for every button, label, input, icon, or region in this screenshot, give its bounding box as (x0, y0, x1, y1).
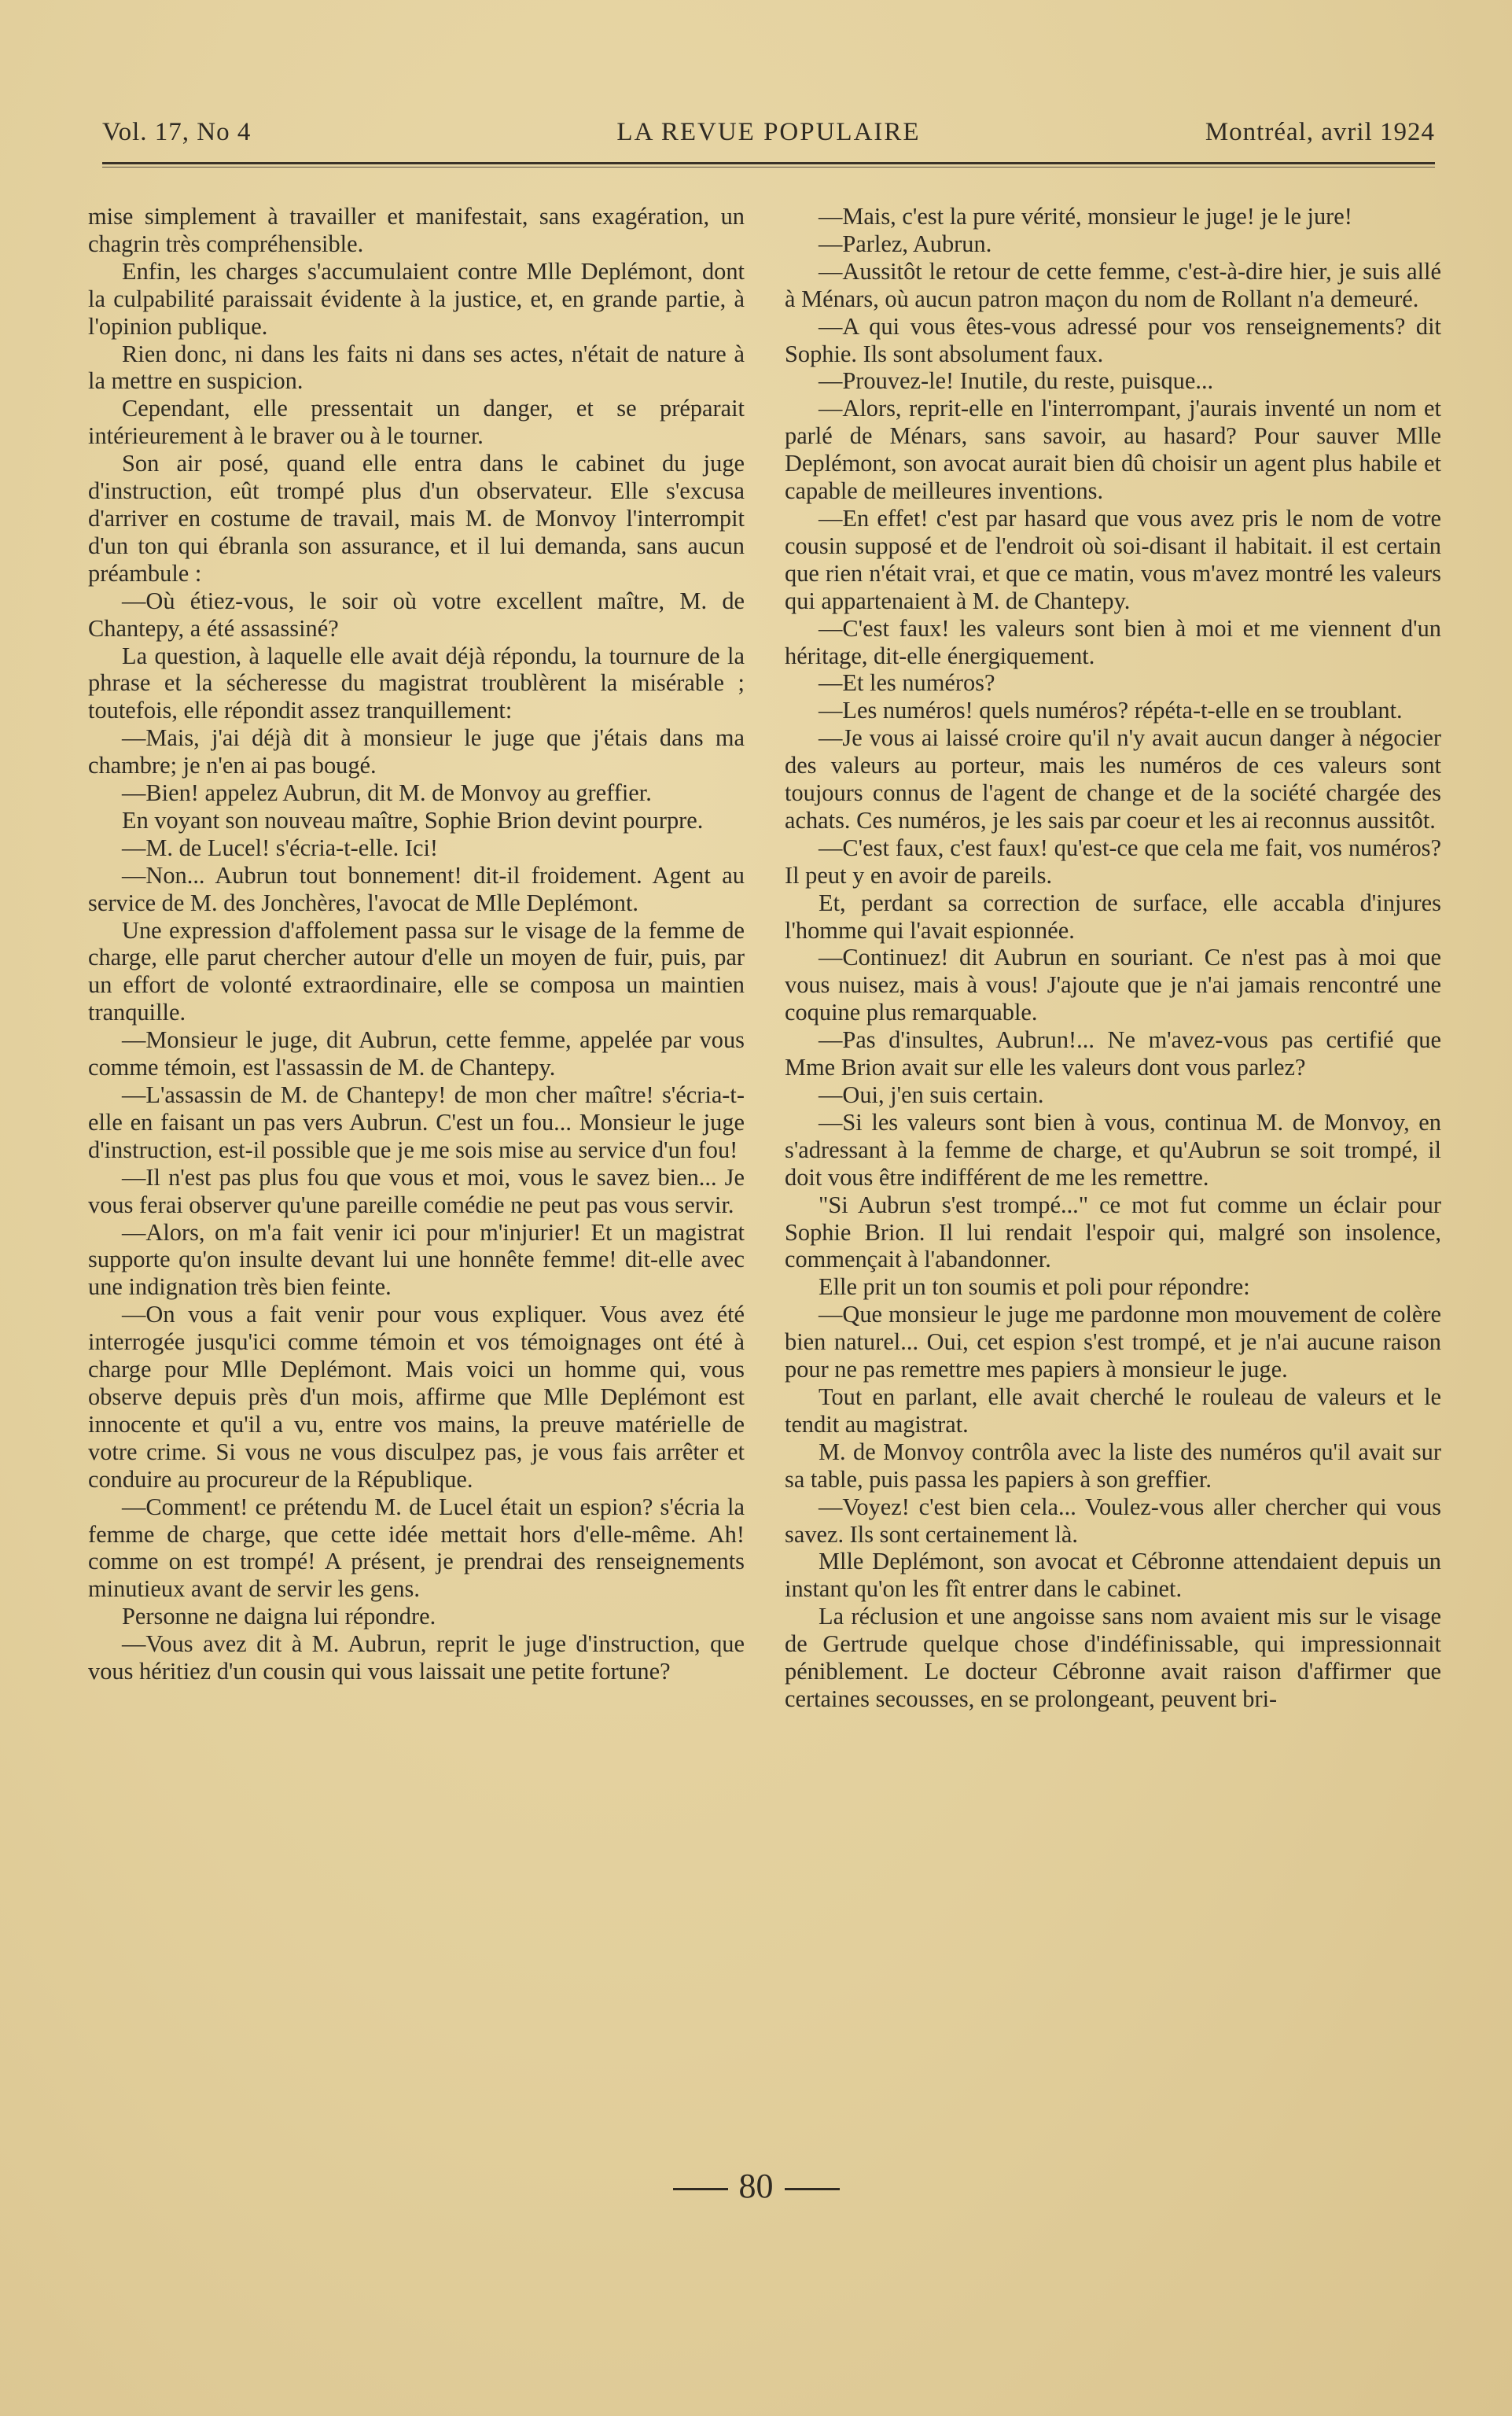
paragraph: Une expression d'affolement passa sur le visage de la femme de charge, elle parut chercher autour d'elle un moyen de fuir, puis, par un effort de volonté extraordinaire, elle se composa un maintien tranquille. (88, 916, 745, 1026)
paragraph: —Bien! appelez Aubrun, dit M. de Monvoy au greffier. (122, 779, 652, 807)
folio-dash-left (673, 2188, 728, 2190)
paragraph: —Et les numéros? (819, 669, 995, 697)
paragraph: —Vous avez dit à M. Aubrun, reprit le juge d'instruction, que vous héritiez d'un cousin qui vous laissait une petite fortune? (88, 1630, 745, 1685)
paragraph: —Alors, on m'a fait venir ici pour m'injurier! Et un magistrat supporte qu'on insulte devant lui une honnête femme! dit-elle avec une indignation très bien feinte. (88, 1218, 745, 1301)
volume-number: Vol. 17, No 4 (102, 118, 252, 146)
place-date: Montréal, avril 1924 (1205, 118, 1435, 146)
paragraph: "Si Aubrun s'est trompé..." ce mot fut comme un éclair pour Sophie Brion. Il lui rendait l'espoir qui, malgré son insolence, commençait à l'abandonner. (785, 1191, 1441, 1273)
paragraph: —On vous a fait venir pour vous expliquer. Vous avez été interrogée jusqu'ici comme témoin et vos témoignages ont été à charge pour Mlle Deplémont. Mais voici un homme qui, vous observe depuis près d'un mois, affirme que Mlle Deplémont est innocente et qu'il a vu, entre vos mains, la preuve matérielle de votre crime. Si vous ne vous disculpez pas, je vous fais arrêter et conduire au procureur de la République. (88, 1301, 745, 1493)
paragraph: Rien donc, ni dans les faits ni dans ses actes, n'était de nature à la mettre en suspicion. (88, 340, 745, 395)
text-column-left (88, 203, 745, 2138)
paragraph: —Comment! ce prétendu M. de Lucel était un espion? s'écria la femme de charge, que cette idée mettait hors d'elle-même. Ah! comme on est trompé! A présent, je prendrai des renseignements minutieux avant de servir les gens. (88, 1493, 745, 1603)
paragraph: —Pas d'insultes, Aubrun!... Ne m'avez-vous pas certifié que Mme Brion avait sur elle les valeurs dont vous parlez? (785, 1026, 1441, 1081)
paragraph: Et, perdant sa correction de surface, elle accabla d'injures l'homme qui l'avait espionnée. (785, 889, 1441, 944)
folio-dash-right (785, 2188, 840, 2190)
paragraph: —Il n'est pas plus fou que vous et moi, vous le savez bien... Je vous ferai observer qu'une pareille comédie ne peut pas vous servir. (88, 1163, 745, 1218)
paragraph: —C'est faux, c'est faux! qu'est-ce que cela me fait, vos numéros? Il peut y en avoir de pareils. (785, 834, 1441, 889)
paragraph: —M. de Lucel! s'écria-t-elle. Ici! (122, 834, 439, 861)
paragraph: —Alors, reprit-elle en l'interrompant, j'aurais inventé un nom et parlé de Ménars, sans savoir, au hasard? Pour sauver Mlle Deplémont, son avocat aurait bien dû choisir un agent plus habile et capable de meilleures inventions. (785, 395, 1441, 505)
paragraph: Personne ne daigna lui répondre. (122, 1603, 436, 1630)
text-column-right (785, 203, 1441, 2138)
header-rule-thin (102, 167, 1435, 168)
paragraph: —Je vous ai laissé croire qu'il n'y avait aucun danger à négocier des valeurs au porteur, mais les numéros de ces valeurs sont toujours connus de l'agent de change et de la société chargée des achats. Ces numéros, je les sais par coeur et les ai reconnus aussitôt. (785, 724, 1441, 834)
paragraph: —En effet! c'est par hasard que vous avez pris le nom de votre cousin supposé et de l'endroit où soi-disant il habitait. il est certain que rien n'était vrai, et que ce matin, vous m'avez montré les valeurs qui appartenaient à M. de Chantepy. (785, 504, 1441, 614)
paragraph: Mlle Deplémont, son avocat et Cébronne attendaient depuis un instant qu'on les fît entrer dans le cabinet. (785, 1548, 1441, 1603)
paragraph: M. de Monvoy contrôla avec la liste des numéros qu'il avait sur sa table, puis passa les papiers à son greffier. (785, 1438, 1441, 1493)
paragraph: —Parlez, Aubrun. (819, 230, 992, 257)
paragraph: —A qui vous êtes-vous adressé pour vos renseignements? dit Sophie. Ils sont absolument faux. (785, 312, 1441, 367)
paragraph: —Prouvez-le! Inutile, du reste, puisque... (819, 367, 1214, 395)
running-header (102, 118, 1435, 153)
journal-title: LA REVUE POPULAIRE (616, 118, 921, 146)
page-number: 80 (738, 2167, 774, 2205)
paragraph: La question, à laquelle elle avait déjà répondu, la tournure de la phrase et la sécheresse du magistrat troublèrent la misérable ; toutefois, elle répondit assez tranquillement: (88, 642, 745, 724)
paragraph: Enfin, les charges s'accumulaient contre Mlle Deplémont, dont la culpabilité paraissait évidente à la justice, et, en grande partie, à l'opinion publique. (88, 257, 745, 340)
page-footer (0, 2166, 1512, 2206)
paragraph: —Voyez! c'est bien cela... Voulez-vous aller chercher qui vous savez. Ils sont certainement là. (785, 1493, 1441, 1548)
paragraph: La réclusion et une angoisse sans nom avaient mis sur le visage de Gertrude quelque chose d'indéfinissable, qui impressionnait péniblement. Le docteur Cébronne avait raison d'affirmer que certaines secousses, en se prolongeant, peuvent bri- (785, 1603, 1441, 1712)
paragraph: —L'assassin de M. de Chantepy! de mon cher maître! s'écria-t-elle en faisant un pas vers Aubrun. C'est un fou... Monsieur le juge d'instruction, est-il possible que je me sois mise au service d'un fou! (88, 1081, 745, 1163)
paragraph: —Monsieur le juge, dit Aubrun, cette femme, appelée par vous comme témoin, est l'assassin de M. de Chantepy. (88, 1026, 745, 1081)
paragraph: Elle prit un ton soumis et poli pour répondre: (819, 1273, 1250, 1301)
paragraph: —Que monsieur le juge me pardonne mon mouvement de colère bien naturel... Oui, cet espion s'est trompé, et je n'ai aucune raison pour ne pas remettre mes papiers à monsieur le juge. (785, 1301, 1441, 1383)
paragraph: —Les numéros! quels numéros? répéta-t-elle en se troublant. (819, 697, 1403, 724)
paragraph: Son air posé, quand elle entra dans le cabinet du juge d'instruction, eût trompé plus d'un observateur. Elle s'excusa d'arriver en costume de travail, mais M. de Monvoy l'interrompit d'un ton qui ébranla son assurance, et il lui demanda, sans aucun préambule : (88, 450, 745, 587)
paragraph: —Aussitôt le retour de cette femme, c'est-à-dire hier, je suis allé à Ménars, où aucun patron maçon du nom de Rollant n'a demeuré. (785, 257, 1441, 312)
paragraph: Tout en parlant, elle avait cherché le rouleau de valeurs et le tendit au magistrat. (785, 1383, 1441, 1438)
paragraph: —Mais, c'est la pure vérité, monsieur le juge! je le jure! (819, 203, 1352, 230)
paragraph: —Non... Aubrun tout bonnement! dit-il froidement. Agent au service de M. des Jonchères, l'avocat de Mlle Deplémont. (88, 861, 745, 916)
paragraph: Cependant, elle pressentait un danger, et se préparait intérieurement à le braver ou à le tourner. (88, 395, 745, 450)
paragraph: mise simplement à travailler et manifestait, sans exagération, un chagrin très compréhensible. (88, 203, 745, 257)
paragraph: —Oui, j'en suis certain. (819, 1081, 1044, 1108)
paragraph: —Où étiez-vous, le soir où votre excellent maître, M. de Chantepy, a été assassiné? (88, 587, 745, 642)
paragraph: En voyant son nouveau maître, Sophie Brion devint pourpre. (122, 806, 704, 834)
paragraph: —Mais, j'ai déjà dit à monsieur le juge que j'étais dans ma chambre; je n'en ai pas bougé. (88, 724, 745, 779)
header-rule (102, 162, 1435, 164)
paragraph: —Continuez! dit Aubrun en souriant. Ce n'est pas à moi que vous nuisez, mais à vous! J'ajoute que je n'ai jamais rencontré une coquine plus remarquable. (785, 944, 1441, 1026)
paragraph: —C'est faux! les valeurs sont bien à moi et me viennent d'un héritage, dit-elle énergiquement. (785, 614, 1441, 669)
paragraph: —Si les valeurs sont bien à vous, continua M. de Monvoy, en s'adressant à la femme de charge, et qu'Aubrun se soit trompé, il doit vous être indifférent de me les remettre. (785, 1108, 1441, 1191)
